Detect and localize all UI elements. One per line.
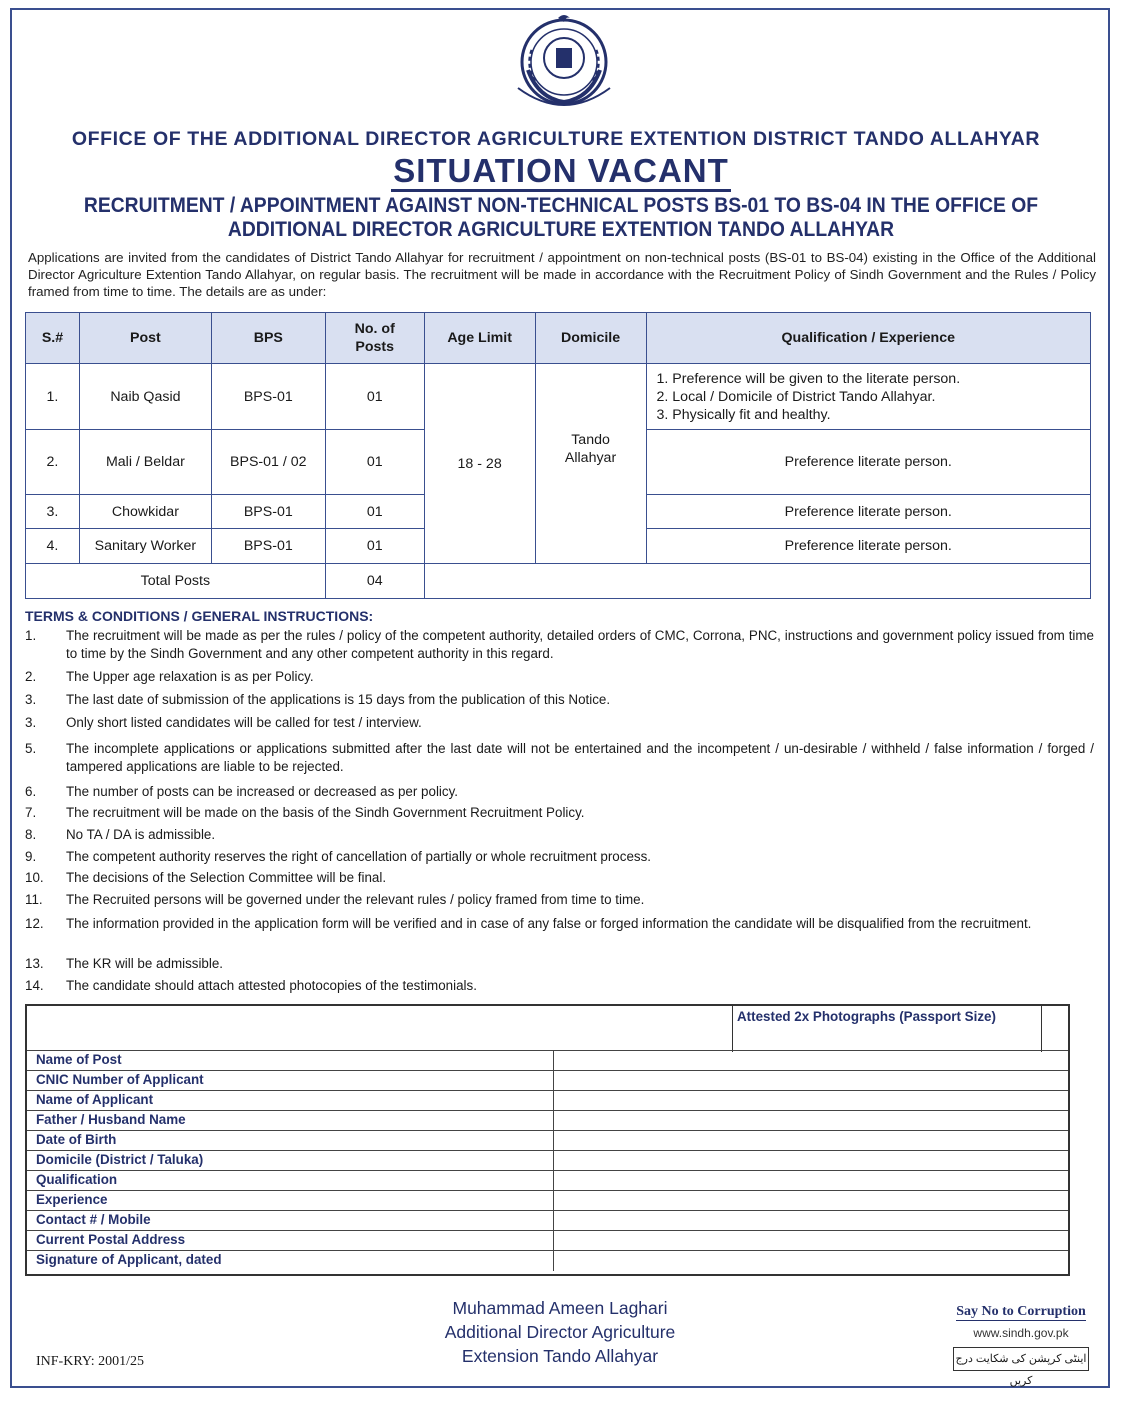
header-domicile: Domicile xyxy=(535,313,646,364)
row-post: Sanitary Worker xyxy=(79,529,211,564)
situation-vacant-title: SITUATION VACANT xyxy=(0,152,1122,190)
intro-paragraph: Applications are invited from the candidates of District Tando Allahyar for recruitment / appointment on non-technical posts (BS-01 to BS-04) existing in the Office of the Additional Director Agriculture Extention Tando Allahyar, on regular basis. The recruitment will be made in accordance with the Recruitment Policy of Sindh Government and the Rules / Policy framed from time to time. The details are as under: xyxy=(28,250,1096,299)
urdu-complaint-text: اینٹی کرپشن کی شکایت درج کریں xyxy=(953,1347,1089,1371)
row-count: 01 xyxy=(325,495,424,529)
website-url: www.sindh.gov.pk xyxy=(973,1326,1069,1340)
row-post: Mali / Beldar xyxy=(79,430,211,495)
anti-corruption-slogan: Say No to Corruption xyxy=(956,1304,1086,1319)
row-count: 01 xyxy=(325,364,424,430)
row-sno: 4. xyxy=(26,529,80,564)
form-row-father-name: Father / Husband Name xyxy=(27,1110,1068,1130)
header-no-of-posts: No. of Posts xyxy=(325,313,424,364)
row-sno: 3. xyxy=(26,495,80,529)
signatory-designation: Additional Director Agriculture xyxy=(444,1322,676,1342)
row-count: 01 xyxy=(325,430,424,495)
recruitment-title: RECRUITMENT / APPOINTMENT AGAINST NON-TECHNICAL POSTS BS-01 TO BS-04 IN THE OFFICE OF ADDITIONAL DIRECTOR AGRICULTURE EXTENTION TANDO ALLAHYAR xyxy=(83,194,1039,241)
form-row-address: Current Postal Address xyxy=(27,1230,1068,1250)
form-row-domicile: Domicile (District / Taluka) xyxy=(27,1150,1068,1170)
row-qualification: Preference literate person. xyxy=(646,430,1090,495)
row-count: 01 xyxy=(325,529,424,564)
signatory-location: Extension Tando Allahyar xyxy=(461,1346,659,1366)
row-qualification: Preference literate person. xyxy=(646,495,1090,529)
form-row-cnic: CNIC Number of Applicant xyxy=(27,1070,1068,1090)
row-sno: 1. xyxy=(26,364,80,430)
age-limit-cell: 18 - 28 xyxy=(424,364,535,564)
table-row xyxy=(26,364,1091,430)
header-qualification: Qualification / Experience xyxy=(646,313,1090,364)
domicile-cell: Tando Allahyar xyxy=(535,364,646,564)
row-post: Chowkidar xyxy=(79,495,211,529)
row-bps: BPS-01 xyxy=(211,495,325,529)
terms-heading: TERMS & CONDITIONS / GENERAL INSTRUCTIONS: xyxy=(25,608,374,624)
photo-label: Attested 2x Photographs (Passport Size) xyxy=(737,1009,996,1024)
form-row-contact: Contact # / Mobile xyxy=(27,1210,1068,1230)
signatory-name: Muhammad Ameen Laghari xyxy=(452,1298,668,1318)
row-bps: BPS-01 xyxy=(211,364,325,430)
row-bps: BPS-01 xyxy=(211,529,325,564)
signature-block xyxy=(380,1296,740,1368)
row-bps: BPS-01 / 02 xyxy=(211,430,325,495)
application-form xyxy=(25,1004,1070,1276)
reference-number: INF-KRY: 2001/25 xyxy=(36,1354,145,1369)
form-row-experience: Experience xyxy=(27,1190,1068,1210)
office-title: OFFICE OF THE ADDITIONAL DIRECTOR AGRICULTURE EXTENTION DISTRICT TANDO ALLAHYAR xyxy=(71,128,1041,150)
header-post: Post xyxy=(79,313,211,364)
form-row-dob: Date of Birth xyxy=(27,1130,1068,1150)
form-row-applicant-name: Name of Applicant xyxy=(27,1090,1068,1110)
anti-corruption-stamp xyxy=(948,1302,1094,1387)
total-empty-cell xyxy=(424,564,1090,599)
posts-table-header xyxy=(26,313,1091,364)
total-label: Total Posts xyxy=(26,564,326,599)
row-qualification: 1. Preference will be given to the literate person. 2. Local / Domicile of District Tando Allahyar. 3. Physically fit and healthy. xyxy=(646,364,1090,430)
header-bps: BPS xyxy=(211,313,325,364)
form-row-qualification: Qualification xyxy=(27,1170,1068,1190)
header-sno: S.# xyxy=(26,313,80,364)
total-row xyxy=(26,564,1091,599)
sindh-government-emblem-icon xyxy=(508,10,620,120)
header-age-limit: Age Limit xyxy=(424,313,535,364)
row-sno: 2. xyxy=(26,430,80,495)
row-post: Naib Qasid xyxy=(79,364,211,430)
posts-table xyxy=(25,312,1091,599)
row-qualification: Preference literate person. xyxy=(646,529,1090,564)
form-row-signature: Signature of Applicant, dated xyxy=(27,1250,1068,1270)
form-row-name-of-post: Name of Post xyxy=(27,1050,1068,1070)
total-value: 04 xyxy=(325,564,424,599)
